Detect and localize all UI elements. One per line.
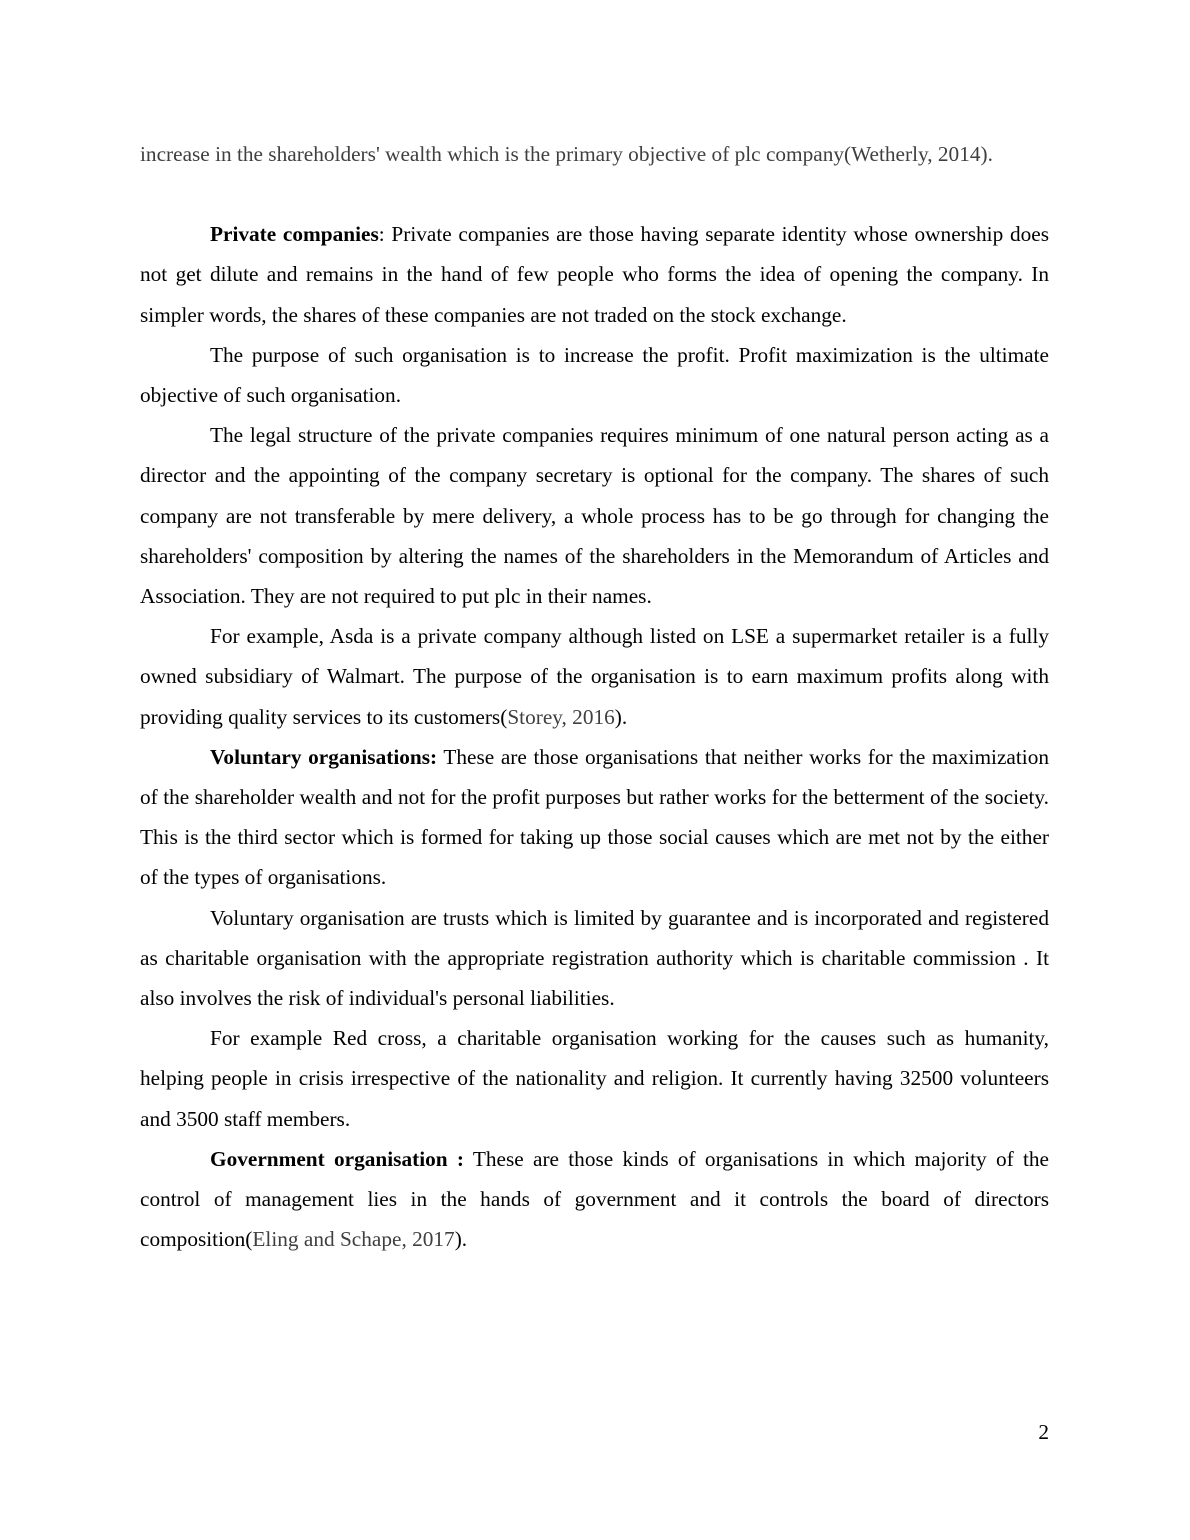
citation: Eling and Schape, 2017 (252, 1227, 455, 1252)
paragraph-voluntary-organisations (140, 737, 1049, 898)
section-heading-voluntary-organisations: Voluntary organisations: (210, 744, 438, 769)
paragraph-private-companies (140, 214, 1049, 335)
paragraph-text: increase in the shareholders' wealth which is the primary objective of plc company(Wetherly, 2014). (140, 142, 993, 166)
paragraph-text: The legal structure of the private companies requires minimum of one natural person acting as a director and the appointing of the company secretary is optional for the company. The shares of such company are not transferable by mere delivery, a whole process has to be go through for changing the shareholders' composition by altering the names of the shareholders in the Memorandum of Articles and Association. They are not required to put plc in their names. (140, 423, 1049, 609)
paragraph-text: : Private companies are those having separate identity whose ownership does not get dilute and remains in the hand of few people who forms the idea of opening the company. In simpler words, the shares of these companies are not traded on the stock exchange. (140, 222, 1049, 327)
paragraph-text-tail: ). (454, 1227, 468, 1252)
paragraph-text: For example Red cross, a charitable organisation working for the causes such as humanity, helping people in crisis irrespective of the nationality and religion. It currently having 32500 volunteers and 3500 staff members. (140, 1026, 1049, 1131)
paragraph-government-organisation (140, 1139, 1049, 1260)
paragraph-voluntary-trusts (140, 898, 1049, 1019)
paragraph-red-cross-example (140, 1018, 1049, 1139)
paragraph-legal-structure (140, 415, 1049, 616)
paragraph-asda-example (140, 616, 1049, 737)
paragraph-text: These are those kinds of organisations in which majority of the control of management lies in the hands of government and it controls the board of directors composition( (140, 1146, 1049, 1252)
paragraph-purpose (140, 335, 1049, 415)
section-heading-private-companies: Private companies (210, 222, 379, 247)
paragraph-text: These are those organisations that neither works for the maximization of the shareholder wealth and not for the profit purposes but rather works for the betterment of the society. This is the third sector which is formed for taking up those social causes which are met not by the either of the types of organisations. (140, 744, 1049, 890)
paragraph-continuation (140, 134, 1049, 174)
paragraph-text-tail: ). (614, 704, 628, 729)
citation: Storey, 2016 (507, 704, 615, 729)
page-number: 2 (1038, 1420, 1049, 1444)
body-text (140, 134, 1049, 1259)
paragraph-text: The purpose of such organisation is to increase the profit. Profit maximization is the ultimate objective of such organisation. (140, 342, 1049, 408)
paragraph-text: Voluntary organisation are trusts which is limited by guarantee and is incorporated and registered as charitable organisation with the appropriate registration authority which is charitable commission . It also involves the risk of individual's personal liabilities. (140, 905, 1049, 1011)
section-heading-government-organisation: Government organisation : (210, 1146, 464, 1171)
paragraph-text: For example, Asda is a private company although listed on LSE a supermarket retailer is a fully owned subsidiary of Walmart. The purpose of the organisation is to earn maximum profits along with providing quality services to its customers( (140, 624, 1049, 729)
